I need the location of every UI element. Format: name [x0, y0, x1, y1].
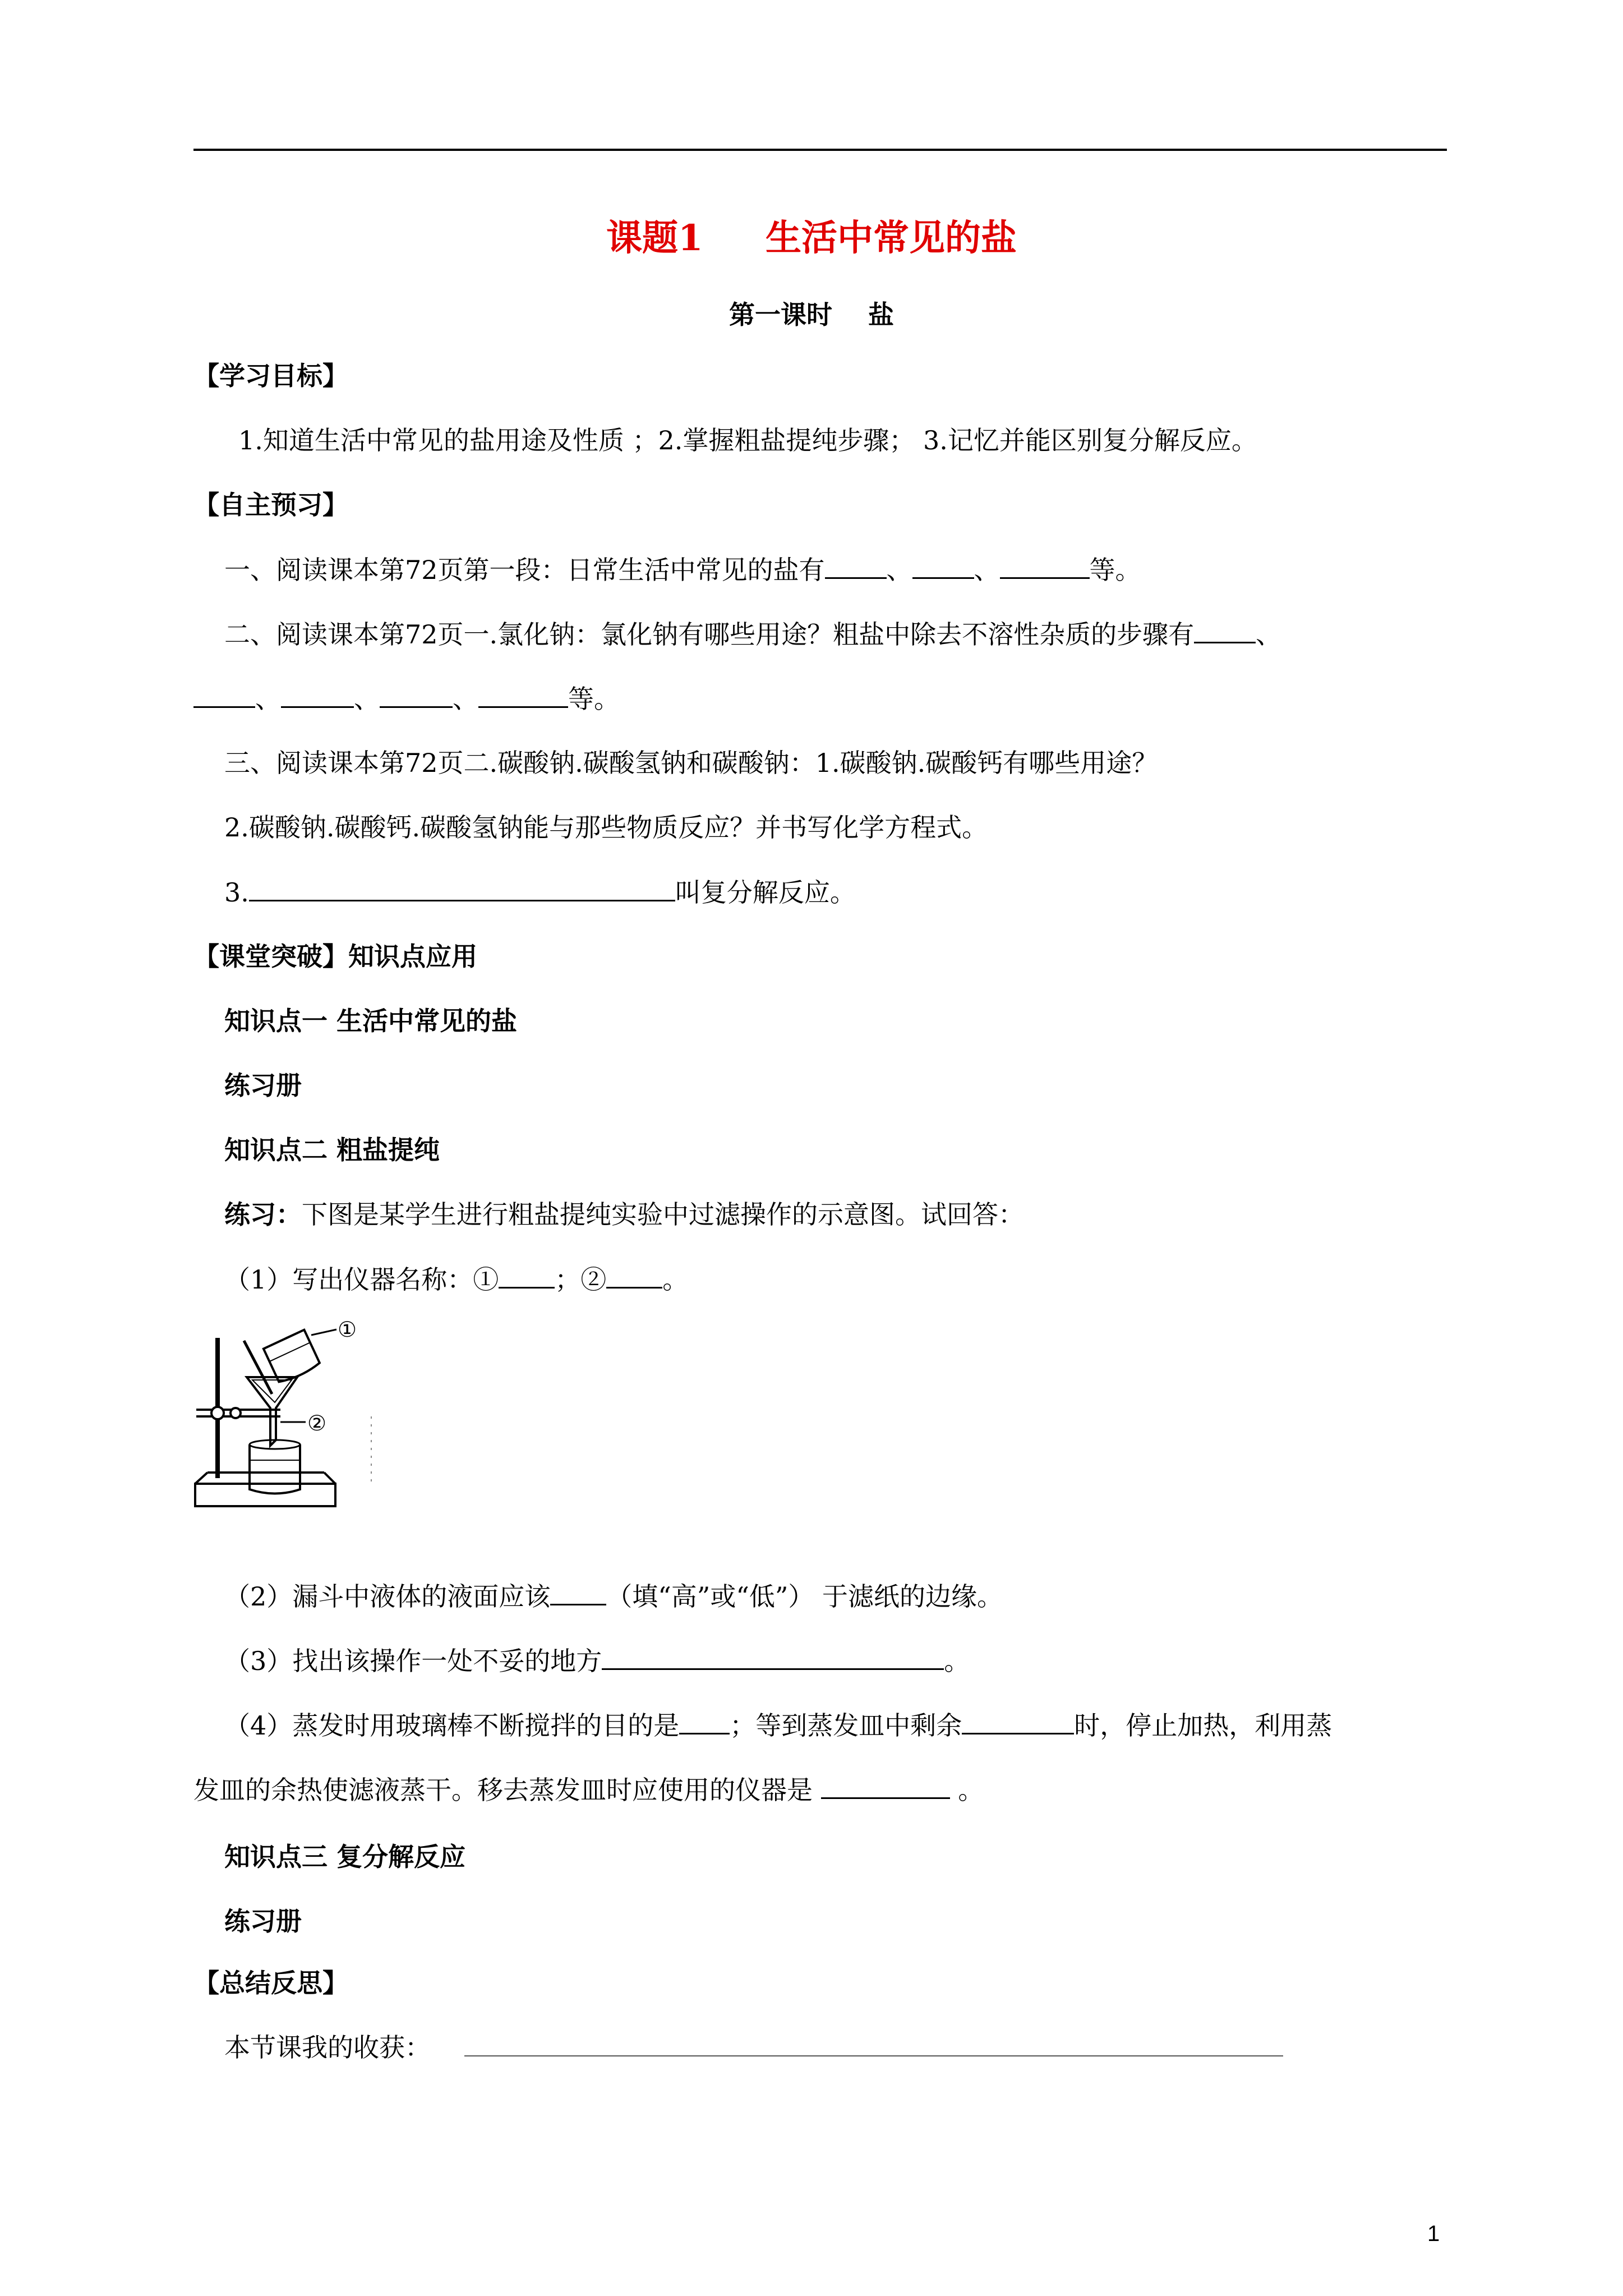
preview-1-end: 等。	[1089, 555, 1141, 585]
q4-text-a: （4）蒸发时用玻璃棒不断搅拌的目的是	[224, 1710, 680, 1741]
preview-1-text: 一、阅读课本第72页第一段：日常生活中常见的盐有	[224, 555, 825, 585]
knowledge-point-2: 知识点二 粗盐提纯	[224, 1135, 440, 1165]
preview-3c-end: 叫复分解反应。	[675, 877, 856, 908]
blank-field[interactable]	[679, 1708, 730, 1734]
q4-text-d: 发皿的余热使滤液蒸干。移去蒸发皿时应使用的仪器是	[193, 1775, 813, 1805]
blank-field[interactable]	[825, 553, 887, 579]
workbook-label-1: 练习册	[224, 1070, 302, 1101]
q2-text-a: （2）漏斗中液体的液面应该	[224, 1581, 551, 1612]
preview-line-2: 二、阅读课本第72页一.氯化钠：氯化钠有哪些用途？粗盐中除去不溶性杂质的步骤有 、	[224, 617, 1281, 651]
blank-field[interactable]	[281, 682, 354, 708]
filtration-apparatus-figure	[191, 1315, 393, 1551]
page-title: 课题1 生活中常见的盐	[606, 217, 1017, 259]
q1-text-c: 。	[662, 1264, 689, 1295]
q4-text-c: 时，停止加热，利用蒸	[1074, 1710, 1332, 1741]
blank-field[interactable]	[249, 875, 675, 901]
preview-heading: 【自主预习】	[193, 490, 348, 520]
breakthrough-heading: 【课堂突破】知识点应用	[193, 941, 477, 972]
question-4-cont	[193, 1773, 984, 1807]
figure-label-2: ②	[307, 1411, 327, 1435]
blank-field[interactable]	[962, 1708, 1074, 1734]
summary-line	[224, 2031, 1283, 2064]
preview-3c-num: 3.	[224, 877, 249, 908]
q3-text-a: （3）找出该操作一处不妥的地方	[224, 1646, 602, 1676]
q1-text-a: （1）写出仪器名称：①	[224, 1264, 499, 1295]
exercise-line	[224, 1198, 1024, 1231]
exercise-text: 下图是某学生进行粗盐提纯实验中过滤操作的示意图。试回答：	[302, 1199, 1024, 1230]
objectives-heading: 【学习目标】	[193, 361, 348, 391]
q1-text-b: ；②	[555, 1264, 607, 1295]
funnel-icon	[247, 1377, 297, 1446]
summary-blank-field[interactable]	[464, 2031, 1283, 2056]
receiving-beaker-icon	[250, 1444, 300, 1494]
page-subtitle: 第一课时 盐	[728, 300, 895, 330]
preview-line-3: 三、阅读课本第72页二.碳酸钠.碳酸氢钠和碳酸钠：1.碳酸钠.碳酸钙有哪些用途？	[224, 748, 1158, 778]
stand-base	[195, 1484, 335, 1506]
question-4	[224, 1708, 1332, 1742]
summary-text: 本节课我的收获：	[224, 2032, 431, 2063]
preview-line-3b: 2.碳酸钠.碳酸钙.碳酸氢钠能与那些物质反应？并书写化学方程式。	[224, 812, 988, 843]
summary-heading: 【总结反思】	[193, 1968, 348, 1998]
blank-field[interactable]	[193, 682, 255, 708]
question-2	[224, 1579, 1003, 1613]
blank-field[interactable]	[478, 682, 568, 708]
figure-label-1: ①	[338, 1317, 357, 1342]
header-rule	[193, 149, 1447, 151]
blank-field[interactable]	[1000, 553, 1090, 579]
blank-field[interactable]	[606, 1262, 662, 1289]
blank-field[interactable]	[550, 1579, 606, 1605]
page-number: 1	[1427, 2221, 1440, 2246]
blank-field[interactable]	[1194, 617, 1256, 643]
preview-2-text: 二、阅读课本第72页一.氯化钠：氯化钠有哪些用途？粗盐中除去不溶性杂质的步骤有	[224, 619, 1195, 650]
preview-line-2b: 、 、 、 等。	[193, 682, 620, 716]
preview-line-3c	[224, 875, 856, 909]
knowledge-point-1: 知识点一 生活中常见的盐	[224, 1006, 518, 1036]
question-3	[224, 1644, 970, 1678]
q2-text-b: （填“高”或“低”） 于滤纸的边缘。	[606, 1581, 1003, 1612]
q4-text-e: 。	[958, 1775, 984, 1805]
blank-field[interactable]	[821, 1773, 950, 1799]
preview-line-1: 一、阅读课本第72页第一段：日常生活中常见的盐有 、 、 等。	[224, 553, 1141, 587]
blank-field[interactable]	[380, 682, 453, 708]
preview-2-end: 等。	[568, 684, 620, 714]
q3-text-b: 。	[944, 1646, 970, 1676]
blank-field[interactable]	[912, 553, 974, 579]
blank-field[interactable]	[602, 1644, 944, 1670]
knowledge-point-3: 知识点三 复分解反应	[224, 1842, 466, 1872]
blank-field[interactable]	[499, 1262, 555, 1289]
exercise-label: 练习：	[224, 1199, 302, 1230]
objectives-text: 1.知道生活中常见的盐用途及性质 ；2.掌握粗盐提纯步骤； 3.记忆并能区别复分解反应。	[238, 425, 1257, 455]
workbook-label-3: 练习册	[224, 1906, 302, 1936]
question-1	[224, 1262, 688, 1296]
q4-text-b: ；等到蒸发皿中剩余	[730, 1710, 962, 1741]
